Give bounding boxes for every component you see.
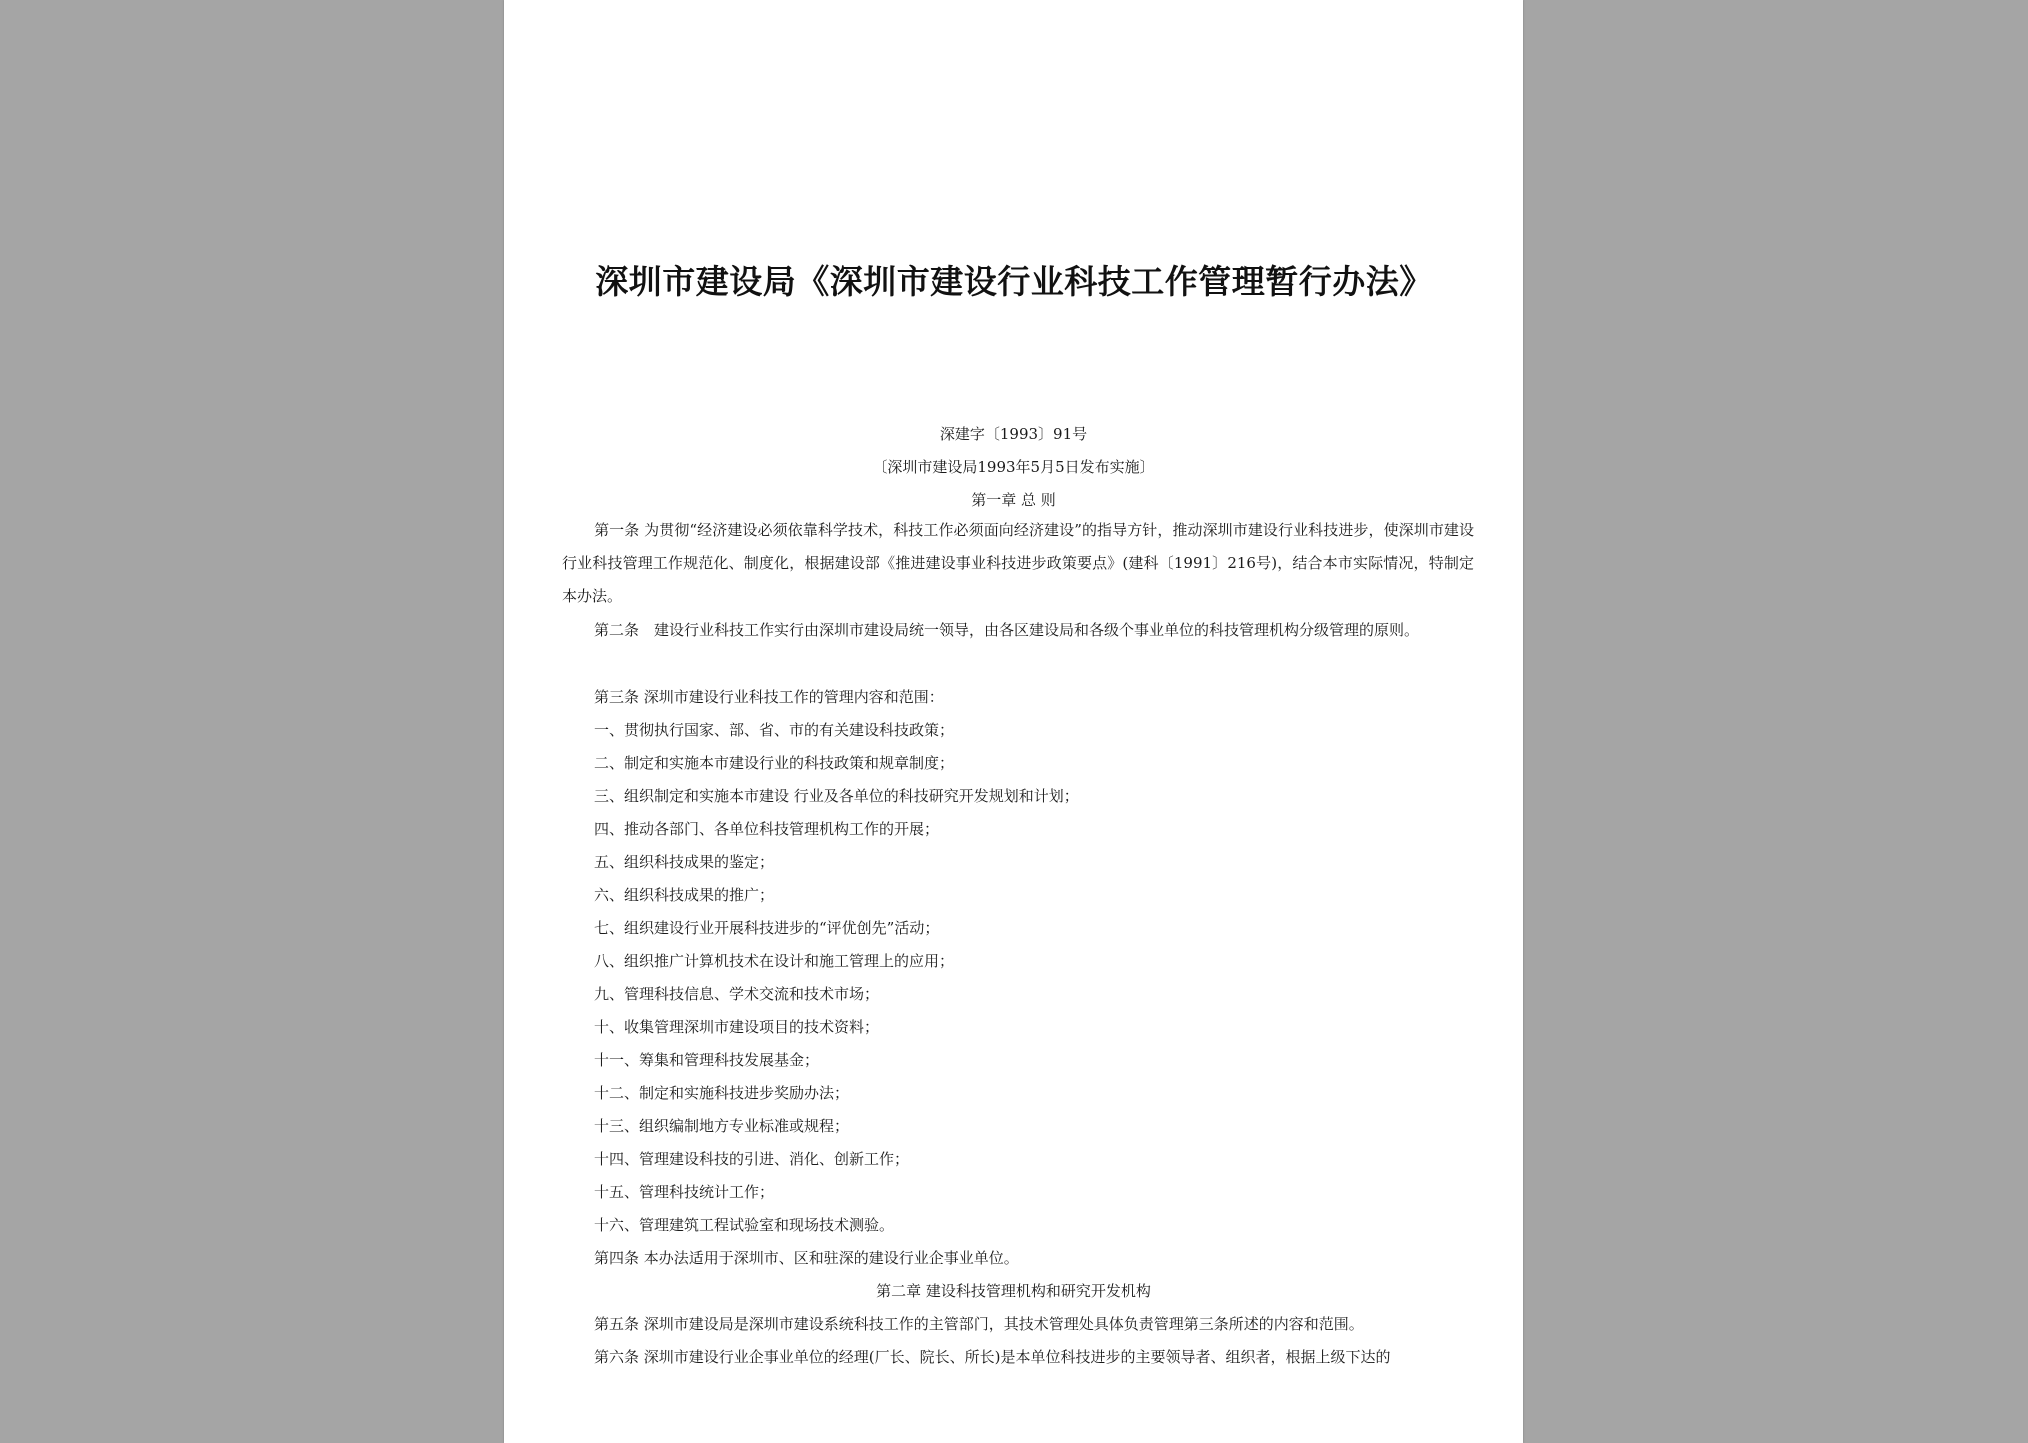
list-item: 四、推动各部门、各单位科技管理机构工作的开展； <box>594 820 940 838</box>
list-item: 七、组织建设行业开展科技进步的“评优创先”活动； <box>594 919 940 937</box>
article-3: 第三条 深圳市建设行业科技工作的管理内容和范围： <box>594 688 944 706</box>
list-item: 十六、管理建筑工程试验室和现场技术测验。 <box>594 1216 895 1234</box>
list-item: 十五、管理科技统计工作； <box>594 1183 775 1201</box>
list-item: 一、贯彻执行国家、部、省、市的有关建设科技政策； <box>594 721 955 739</box>
list-item: 十三、组织编制地方专业标准或规程； <box>594 1117 850 1135</box>
article-4: 第四条 本办法适用于深圳市、区和驻深的建设行业企事业单位。 <box>594 1249 1019 1267</box>
list-item: 九、管理科技信息、学术交流和技术市场； <box>594 985 880 1003</box>
list-item: 十四、管理建设科技的引进、消化、创新工作； <box>594 1150 910 1168</box>
chapter-heading-2: 第二章 建设科技管理机构和研究开发机构 <box>876 1282 1151 1300</box>
article-2-text: 第二条 建设行业科技工作实行由深圳市建设局统一领导，由各区建设局和各级个事业单位的科技管理机构分级管理的原则。 <box>594 621 1420 639</box>
list-item: 五、组织科技成果的鉴定； <box>594 853 775 871</box>
article-6: 第六条 深圳市建设行业企事业单位的经理(厂长、院长、所长)是本单位科技进步的主要领导者、组织者，根据上级下达的 <box>594 1348 1391 1366</box>
article-2 <box>562 614 1474 647</box>
document-number: 深建字〔1993〕91号 <box>939 425 1088 443</box>
list-item: 八、组织推广计算机技术在设计和施工管理上的应用； <box>594 952 955 970</box>
article-1-text: 第一条 为贯彻“经济建设必须依靠科学技术，科技工作必须面向经济建设”的指导方针，推动深圳市建设行业科技进步，使深圳市建设行业科技管理工作规范化、制度化，根据建设部《推进建设事业科技进步政策要点》(建科〔1991〕216号)，结合本市实际情况，特制定本办法。 <box>562 521 1474 605</box>
list-item: 三、组织制定和实施本市建设 行业及各单位的科技研究开发规划和计划； <box>594 787 1079 805</box>
issue-note: 〔深圳市建设局1993年5月5日发布实施〕 <box>872 458 1155 476</box>
list-item: 十一、筹集和管理科技发展基金； <box>594 1051 820 1069</box>
article-5: 第五条 深圳市建设局是深圳市建设系统科技工作的主管部门，其技术管理处具体负责管理第三条所述的内容和范围。 <box>594 1315 1364 1333</box>
document-page <box>504 0 1523 1443</box>
list-item: 二、制定和实施本市建设行业的科技政策和规章制度； <box>594 754 955 772</box>
document-title: 深圳市建设局《深圳市建设行业科技工作管理暂行办法》 <box>595 262 1433 301</box>
list-item: 十二、制定和实施科技进步奖励办法； <box>594 1084 850 1102</box>
chapter-heading-1: 第一章 总 则 <box>971 491 1056 509</box>
list-item: 六、组织科技成果的推广； <box>594 886 775 904</box>
article-1 <box>562 514 1474 613</box>
list-item: 十、收集管理深圳市建设项目的技术资料； <box>594 1018 880 1036</box>
